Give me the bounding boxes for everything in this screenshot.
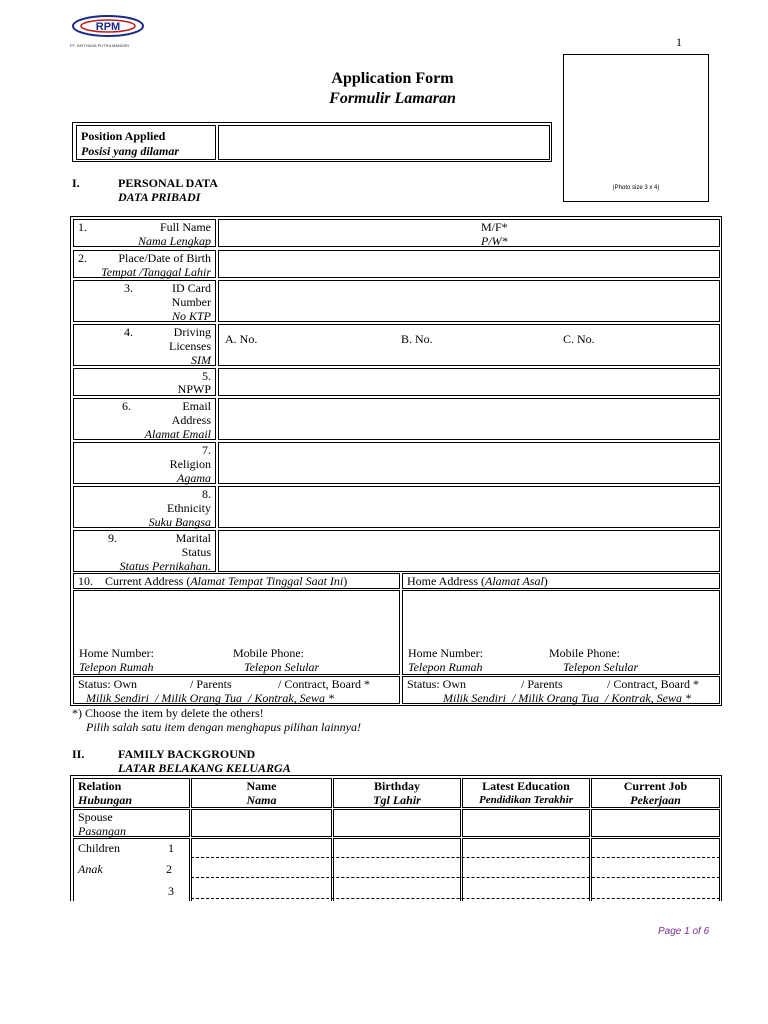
- birth-label-cell: [73, 250, 216, 278]
- license-input[interactable]: [218, 324, 720, 366]
- page-footer: Page 1 of 6: [658, 926, 710, 937]
- header-name-id: Nama: [246, 793, 277, 807]
- home-address-close: ): [543, 574, 548, 588]
- license-c: C. No.: [563, 332, 595, 346]
- position-label-id: Posisi yang dilamar: [81, 144, 180, 158]
- current-home-number-label: Home Number:: [79, 646, 154, 660]
- spouse-label-id: Pasangan: [78, 824, 126, 838]
- field-8-number: 8.: [202, 487, 211, 501]
- id-card-label-id: No KTP: [171, 309, 211, 323]
- religion-label-cell: [73, 442, 216, 484]
- section1-title-id: DATA PRIBADI: [118, 190, 201, 204]
- header-education-id: Pendidikan Terakhir: [478, 794, 574, 806]
- page-number: 1: [676, 35, 682, 49]
- license-b: B. No.: [401, 332, 433, 346]
- section1-title: PERSONAL DATA: [118, 176, 218, 190]
- current-status-own: Status: Own: [78, 677, 138, 691]
- license-label-cell: [73, 324, 216, 366]
- npwp-label: NPWP: [177, 382, 211, 396]
- license-a: A. No.: [225, 332, 258, 346]
- religion-input[interactable]: [218, 442, 720, 484]
- npwp-label-cell: [73, 368, 216, 396]
- birth-label-id: Tempat /Tanggal Lahir: [101, 265, 211, 279]
- current-address-input[interactable]: [73, 590, 400, 675]
- current-home-number-label-id: Telepon Rumah: [79, 660, 154, 674]
- current-status-cell[interactable]: [73, 676, 400, 704]
- license-label-id: SIM: [191, 353, 211, 367]
- section2-title-id: LATAR BELAKANG KELUARGA: [118, 761, 291, 775]
- email-label-id: Alamat Email: [144, 427, 211, 441]
- id-card-input[interactable]: [218, 280, 720, 322]
- id-card-label-2: Number: [171, 295, 211, 309]
- field-2-number: 2.: [78, 251, 87, 265]
- home-status-parents: / Parents: [521, 677, 563, 691]
- ethnicity-input[interactable]: [218, 486, 720, 528]
- family-header-relation: [73, 778, 190, 808]
- section2-number: II.: [72, 747, 85, 761]
- children-education-column[interactable]: [462, 838, 590, 901]
- header-relation-en: Relation: [78, 779, 122, 793]
- spouse-job-input[interactable]: [591, 809, 720, 837]
- children-label: Children: [78, 841, 120, 855]
- family-header-education: [462, 778, 590, 808]
- form-subtitle: Formulir Lamaran: [329, 90, 456, 107]
- home-mobile-label: Mobile Phone:: [549, 646, 620, 660]
- current-status-parents: / Parents: [190, 677, 232, 691]
- logo-text: PT. KEITHASA PUTRA MANDIRI: [70, 43, 129, 48]
- form-title: Application Form: [331, 70, 454, 87]
- marital-input[interactable]: [218, 530, 720, 572]
- field-4-number: 4.: [124, 325, 133, 339]
- field-9-number: 9.: [108, 531, 117, 545]
- field-1-number: 1.: [78, 220, 87, 234]
- marital-label-cell: [73, 530, 216, 572]
- home-address-label-id: Alamat Asal: [485, 574, 544, 588]
- section1-number: I.: [72, 176, 80, 190]
- photo-note: (Photo size 3 x 4): [612, 185, 660, 191]
- email-label-2: Address: [171, 413, 211, 427]
- child-number-1: 1: [168, 841, 174, 855]
- children-job-column[interactable]: [591, 838, 720, 901]
- spouse-name-input[interactable]: [191, 809, 332, 837]
- children-label-id: Anak: [78, 862, 103, 876]
- full-name-label: Full Name: [160, 220, 211, 234]
- home-status-id: Milik Sendiri / Milik Orang Tua / Kontrak, Sewa *: [443, 691, 691, 705]
- current-address-label: Current Address (: [105, 574, 191, 588]
- current-address-label-id: Alamat Tempat Tinggal Saat Ini: [190, 574, 344, 588]
- header-job-en: Current Job: [623, 779, 688, 793]
- npwp-input[interactable]: [218, 368, 720, 396]
- email-input[interactable]: [218, 398, 720, 440]
- ethnicity-label-id: Suku Bangsa: [148, 515, 211, 529]
- family-header-name: [191, 778, 332, 808]
- home-status-cell[interactable]: [402, 676, 720, 704]
- photo-box[interactable]: [563, 54, 709, 202]
- current-status-id: Milik Sendiri / Milik Orang Tua / Kontrak, Sewa *: [86, 691, 334, 705]
- current-address-header: [73, 573, 400, 589]
- gender-pw: P/W*: [481, 234, 508, 248]
- religion-label: Religion: [169, 457, 211, 471]
- header-job-id: Pekerjaan: [630, 793, 681, 807]
- email-label-cell: [73, 398, 216, 440]
- home-address-input[interactable]: [402, 590, 720, 675]
- header-name-en: Name: [246, 779, 277, 793]
- family-header-birthday: [333, 778, 461, 808]
- id-card-label: ID Card: [172, 281, 211, 295]
- gender-mf: M/F*: [481, 220, 508, 234]
- spouse-label: Spouse: [78, 810, 113, 824]
- family-header-job: [591, 778, 720, 808]
- home-home-number-label-id: Telepon Rumah: [408, 660, 483, 674]
- note-line-1: *) Choose the item by delete the others!: [72, 706, 264, 720]
- field-7-number: 7.: [202, 443, 211, 457]
- child-row-divider: [191, 877, 720, 878]
- home-status-own: Status: Own: [407, 677, 467, 691]
- section2-title: FAMILY BACKGROUND: [118, 747, 256, 761]
- full-name-label-id: Nama Lengkap: [138, 234, 211, 248]
- current-mobile-label: Mobile Phone:: [233, 646, 304, 660]
- license-label-2: Licenses: [169, 339, 211, 353]
- svg-text:RPM: RPM: [95, 21, 121, 33]
- field-5-number: 5.: [202, 369, 211, 383]
- home-address-header: [402, 573, 720, 589]
- header-birthday-id: Tgl Lahir: [373, 793, 421, 807]
- header-relation-id: Hubungan: [78, 793, 133, 807]
- license-label: Driving: [173, 325, 211, 339]
- religion-label-id: Agama: [177, 471, 211, 485]
- spouse-label-cell: [73, 809, 190, 837]
- position-label: Position Applied: [81, 129, 166, 143]
- full-name-label-cell: [73, 219, 216, 247]
- field-6-number: 6.: [122, 399, 131, 413]
- child-row-divider: [191, 898, 720, 899]
- header-birthday-en: Birthday: [373, 779, 420, 793]
- company-logo: [70, 14, 150, 48]
- email-label: Email: [182, 399, 211, 413]
- current-address-close: ): [343, 574, 348, 588]
- child-number-2: 2: [166, 862, 172, 876]
- spouse-education-input[interactable]: [462, 809, 590, 837]
- children-birthday-column[interactable]: [333, 838, 461, 901]
- marital-label-id: Status Pernikahan.: [119, 559, 211, 573]
- current-mobile-label-id: Telepon Selular: [244, 660, 320, 674]
- ethnicity-label: Ethnicity: [167, 501, 211, 515]
- field-3-number: 3.: [124, 281, 133, 295]
- full-name-input[interactable]: [218, 219, 720, 247]
- home-address-label: Home Address (: [407, 574, 485, 588]
- marital-label-2: Status: [181, 545, 211, 559]
- current-status-contract: / Contract, Board *: [278, 677, 370, 691]
- spouse-birthday-input[interactable]: [333, 809, 461, 837]
- ethnicity-label-cell: [73, 486, 216, 528]
- id-card-label-cell: [73, 280, 216, 322]
- header-education-en: Latest Education: [482, 779, 570, 793]
- home-home-number-label: Home Number:: [408, 646, 483, 660]
- birth-label: Place/Date of Birth: [118, 251, 211, 265]
- home-status-contract: / Contract, Board *: [607, 677, 699, 691]
- birth-input[interactable]: [218, 250, 720, 278]
- position-label-cell: [76, 125, 216, 160]
- home-mobile-label-id: Telepon Selular: [563, 660, 639, 674]
- child-number-3: 3: [168, 884, 174, 898]
- field-10-number: 10.: [78, 574, 93, 588]
- marital-label: Marital: [175, 531, 211, 545]
- logo-emblem-icon: [70, 14, 150, 38]
- note-line-2: Pilih salah satu item dengan menghapus pilihan lainnya!: [86, 720, 361, 734]
- children-name-column[interactable]: [191, 838, 332, 901]
- position-input[interactable]: [218, 125, 550, 160]
- children-label-cell: [73, 838, 190, 901]
- child-row-divider: [191, 857, 720, 858]
